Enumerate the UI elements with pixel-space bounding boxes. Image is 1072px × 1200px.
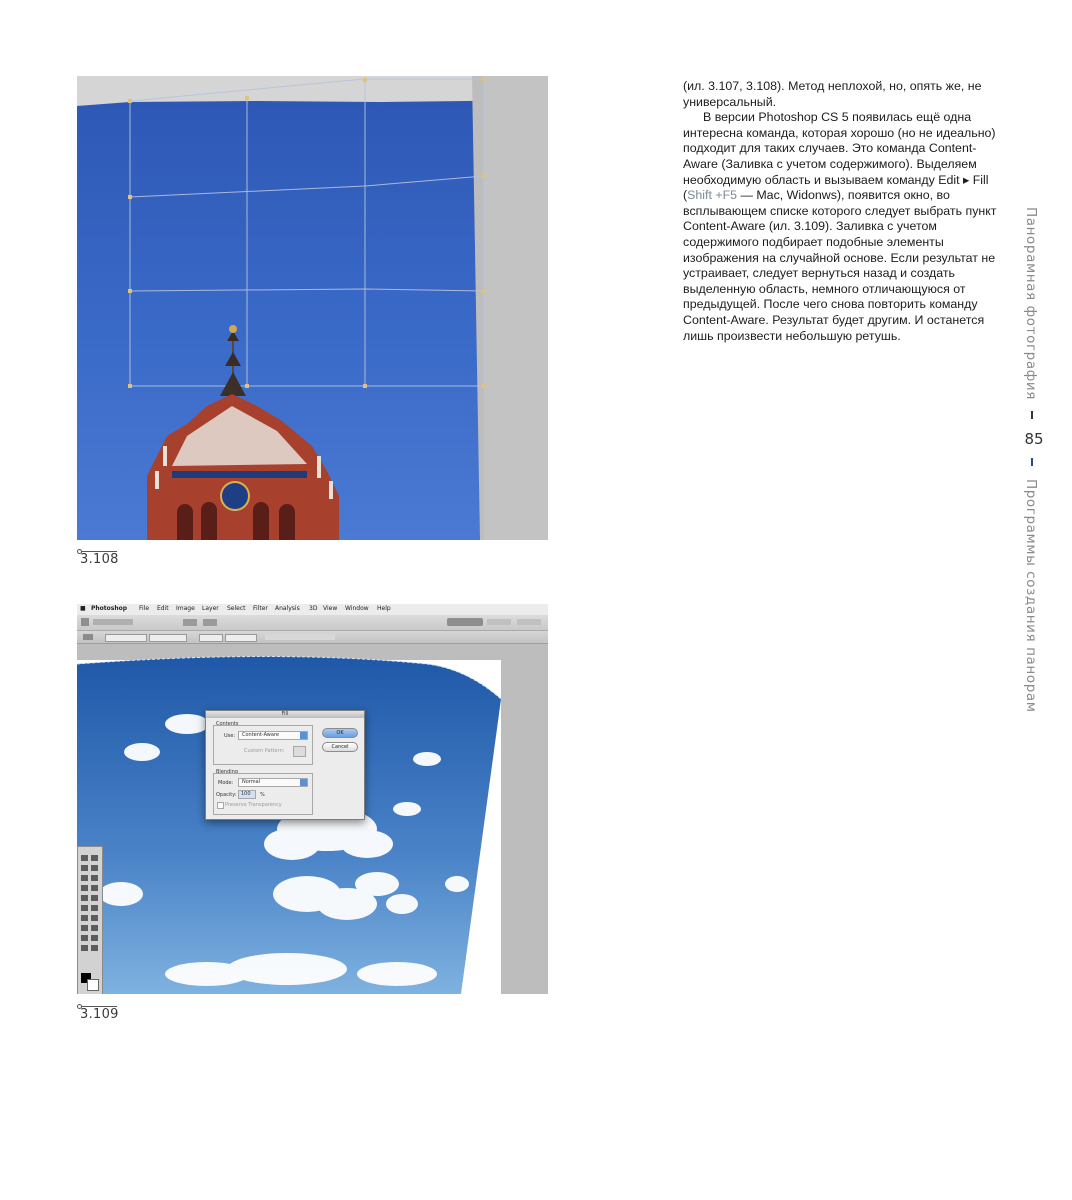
menu-image[interactable]: Image bbox=[176, 605, 195, 612]
path-selection-tool-icon[interactable] bbox=[81, 935, 88, 941]
zoom-tool-icon[interactable] bbox=[91, 945, 98, 951]
history-brush-tool-icon[interactable] bbox=[91, 895, 98, 901]
menu-filter[interactable]: Filter bbox=[253, 605, 268, 612]
running-head-accent-divider bbox=[1031, 458, 1033, 466]
workspace-essentials-button[interactable] bbox=[447, 618, 483, 626]
apple-icon: ■ bbox=[80, 605, 86, 612]
paragraph-1: (ил. 3.107, 3.108). Метод неплохой, но, опять же, не универсальный. bbox=[683, 79, 982, 109]
custom-pattern-picker[interactable] bbox=[293, 746, 306, 757]
workspace-design-button[interactable] bbox=[487, 619, 511, 625]
chevron-down-icon bbox=[300, 779, 307, 786]
use-dropdown-value: Content-Aware bbox=[242, 732, 279, 738]
lasso-tool-icon[interactable] bbox=[81, 865, 88, 871]
running-head-divider bbox=[1031, 411, 1033, 419]
menu-view[interactable]: View bbox=[323, 605, 338, 612]
background-color-swatch[interactable] bbox=[87, 979, 99, 991]
eraser-tool-icon[interactable] bbox=[81, 905, 88, 911]
sample-dropdown[interactable] bbox=[149, 634, 187, 642]
pen-tool-icon[interactable] bbox=[81, 925, 88, 931]
move-tool-icon[interactable] bbox=[81, 855, 88, 861]
mode-dropdown[interactable] bbox=[238, 778, 308, 787]
arrange-dropdown[interactable] bbox=[203, 619, 217, 626]
eyedropper-tool-icon[interactable] bbox=[91, 875, 98, 881]
blur-tool-icon[interactable] bbox=[81, 915, 88, 921]
running-head-section: Панорамная фотография bbox=[1023, 207, 1039, 400]
figure-3-108-image bbox=[77, 76, 548, 540]
sample-layers-dropdown[interactable] bbox=[199, 634, 223, 642]
preserve-transparency-checkbox[interactable] bbox=[217, 802, 224, 809]
menu-photoshop[interactable]: Photoshop bbox=[91, 605, 128, 612]
app-bar-buttons[interactable] bbox=[93, 619, 133, 625]
ps-logo-icon bbox=[81, 618, 89, 626]
body-text bbox=[683, 79, 1003, 344]
perspective-crop-illustration bbox=[77, 76, 548, 540]
show-sampling-ring-checkbox[interactable] bbox=[265, 634, 335, 640]
tools-panel bbox=[77, 846, 103, 994]
crop-tool-icon[interactable] bbox=[81, 875, 88, 881]
paragraph-2 bbox=[683, 110, 1003, 344]
clone-stamp-tool-icon[interactable] bbox=[81, 895, 88, 901]
gradient-tool-icon[interactable] bbox=[91, 905, 98, 911]
mode-label: Mode: bbox=[218, 780, 234, 786]
shape-tool-icon[interactable] bbox=[91, 935, 98, 941]
paragraph-2-part-1: В версии Photoshop CS 5 появилась ещё одна интересна команда, которая хорошо (но не идеально) подходит для таких случаев. Это команда Content-Aware (Заливка с учетом содержимого). Выделяем необходимую область и вызываем команду Edit ▸ Fill ( bbox=[683, 110, 996, 203]
marquee-tool-icon[interactable] bbox=[91, 855, 98, 861]
workspace-painting-button[interactable] bbox=[517, 619, 541, 625]
menu-3d[interactable]: 3D bbox=[309, 605, 318, 612]
opacity-unit: % bbox=[260, 792, 265, 798]
menu-layer[interactable]: Layer bbox=[202, 605, 219, 612]
preserve-transparency-label: Preserve Transparency bbox=[225, 802, 282, 808]
cancel-button[interactable]: Cancel bbox=[322, 742, 358, 752]
use-label: Use: bbox=[224, 733, 236, 739]
fill-dialog bbox=[205, 710, 365, 820]
chevron-down-icon bbox=[300, 732, 307, 739]
paragraph-2-part-2: — Mac, Widonws), появится окно, во всплывающем списке которого следует выбрать пункт Content-Aware (ил. 3.109). Заливка с учетом содержимого подбирает подобные элементы изображения на случайной основе. Если результат не устраивает, следует вернуться назад и создать выделенную область, немного отличающуюся от предыдущей. После чего снова повторить команду Content-Aware. Результат будет другим. И останется лишь произвести небольшую ретушь. bbox=[683, 188, 997, 343]
running-head-chapter: Программы создания панорам bbox=[1023, 479, 1039, 713]
menu-file[interactable]: File bbox=[139, 605, 150, 612]
figure-3-109-screenshot bbox=[77, 604, 548, 994]
ok-button[interactable]: OK bbox=[322, 728, 358, 738]
opacity-field[interactable] bbox=[238, 790, 256, 799]
mode-dropdown-value: Normal bbox=[242, 779, 261, 785]
tool-preset-icon[interactable] bbox=[83, 634, 93, 640]
type-tool-icon[interactable] bbox=[91, 925, 98, 931]
menu-analysis[interactable]: Analysis bbox=[275, 605, 300, 612]
healing-brush-tool-icon[interactable] bbox=[81, 885, 88, 891]
opacity-value: 100 bbox=[241, 791, 251, 797]
figure-3-108-caption: 3.108 bbox=[80, 552, 119, 567]
menu-window[interactable]: Window bbox=[345, 605, 369, 612]
fill-dialog-title: Fill bbox=[206, 711, 364, 718]
magic-wand-tool-icon[interactable] bbox=[91, 865, 98, 871]
menu-select[interactable]: Select bbox=[227, 605, 246, 612]
page-number: 85 bbox=[1024, 430, 1044, 448]
custom-pattern-label: Custom Pattern: bbox=[244, 748, 285, 754]
zoom-dropdown[interactable] bbox=[183, 619, 197, 626]
menu-edit[interactable]: Edit bbox=[157, 605, 169, 612]
opacity-label: Opacity: bbox=[216, 792, 237, 798]
dodge-tool-icon[interactable] bbox=[91, 915, 98, 921]
figure-3-109-caption: 3.109 bbox=[80, 1007, 119, 1022]
brush-tool-icon[interactable] bbox=[91, 885, 98, 891]
sample-size-dropdown[interactable] bbox=[105, 634, 147, 642]
contents-group-label: Contents bbox=[216, 721, 239, 727]
all-layers-dropdown[interactable] bbox=[225, 634, 257, 642]
application-bar bbox=[77, 615, 548, 631]
blending-group-label: Blending bbox=[216, 769, 238, 775]
hand-tool-icon[interactable] bbox=[81, 945, 88, 951]
hotkey-text: Shift +F5 bbox=[687, 188, 738, 203]
options-bar bbox=[77, 631, 548, 644]
menu-help[interactable]: Help bbox=[377, 605, 391, 612]
use-dropdown[interactable] bbox=[238, 731, 308, 740]
